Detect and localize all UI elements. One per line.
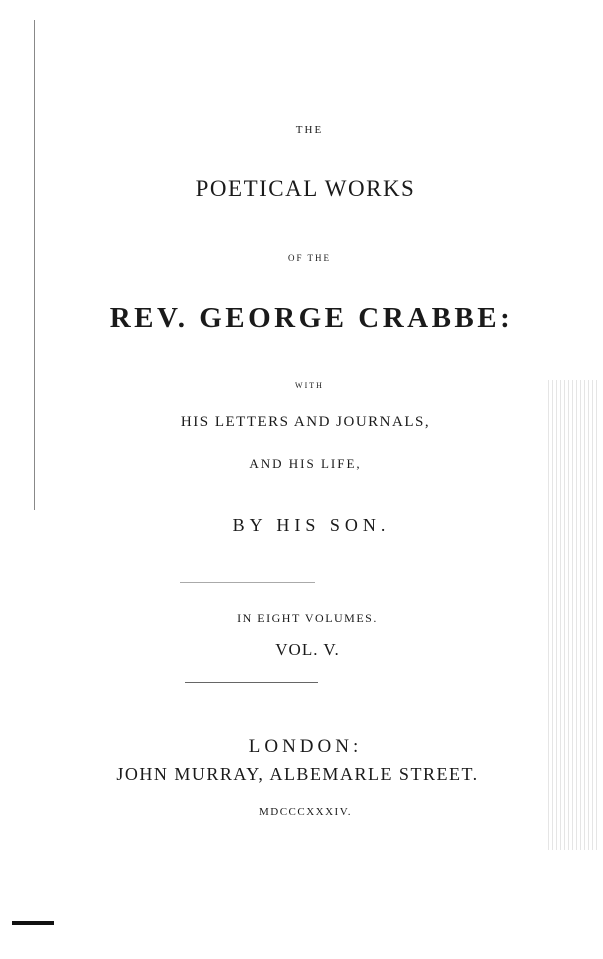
scan-edge-mark <box>12 921 54 925</box>
imprint-year: MDCCCXXXIV. <box>258 806 352 818</box>
heading-of-the: OF THE <box>287 253 332 263</box>
and-his-life: AND HIS LIFE, <box>249 456 362 471</box>
divider-rule-bottom <box>185 682 318 683</box>
work-title: POETICAL WORKS <box>195 176 416 201</box>
imprint-publisher: JOHN MURRAY, ALBEMARLE STREET. <box>116 764 479 784</box>
volume-count: IN EIGHT VOLUMES. <box>237 611 378 625</box>
author-name: REV. GEORGE CRABBE: <box>109 302 514 334</box>
divider-rule-top <box>180 582 315 583</box>
by-his-son: BY HIS SON. <box>232 515 391 535</box>
volume-number: VOL. V. <box>275 640 340 659</box>
heading-with: WITH <box>295 381 324 390</box>
letters-and-journals: HIS LETTERS AND JOURNALS, <box>180 414 431 430</box>
imprint-city: LONDON: <box>248 736 363 757</box>
page-margin-line <box>34 20 35 510</box>
heading-the: THE <box>295 124 324 136</box>
